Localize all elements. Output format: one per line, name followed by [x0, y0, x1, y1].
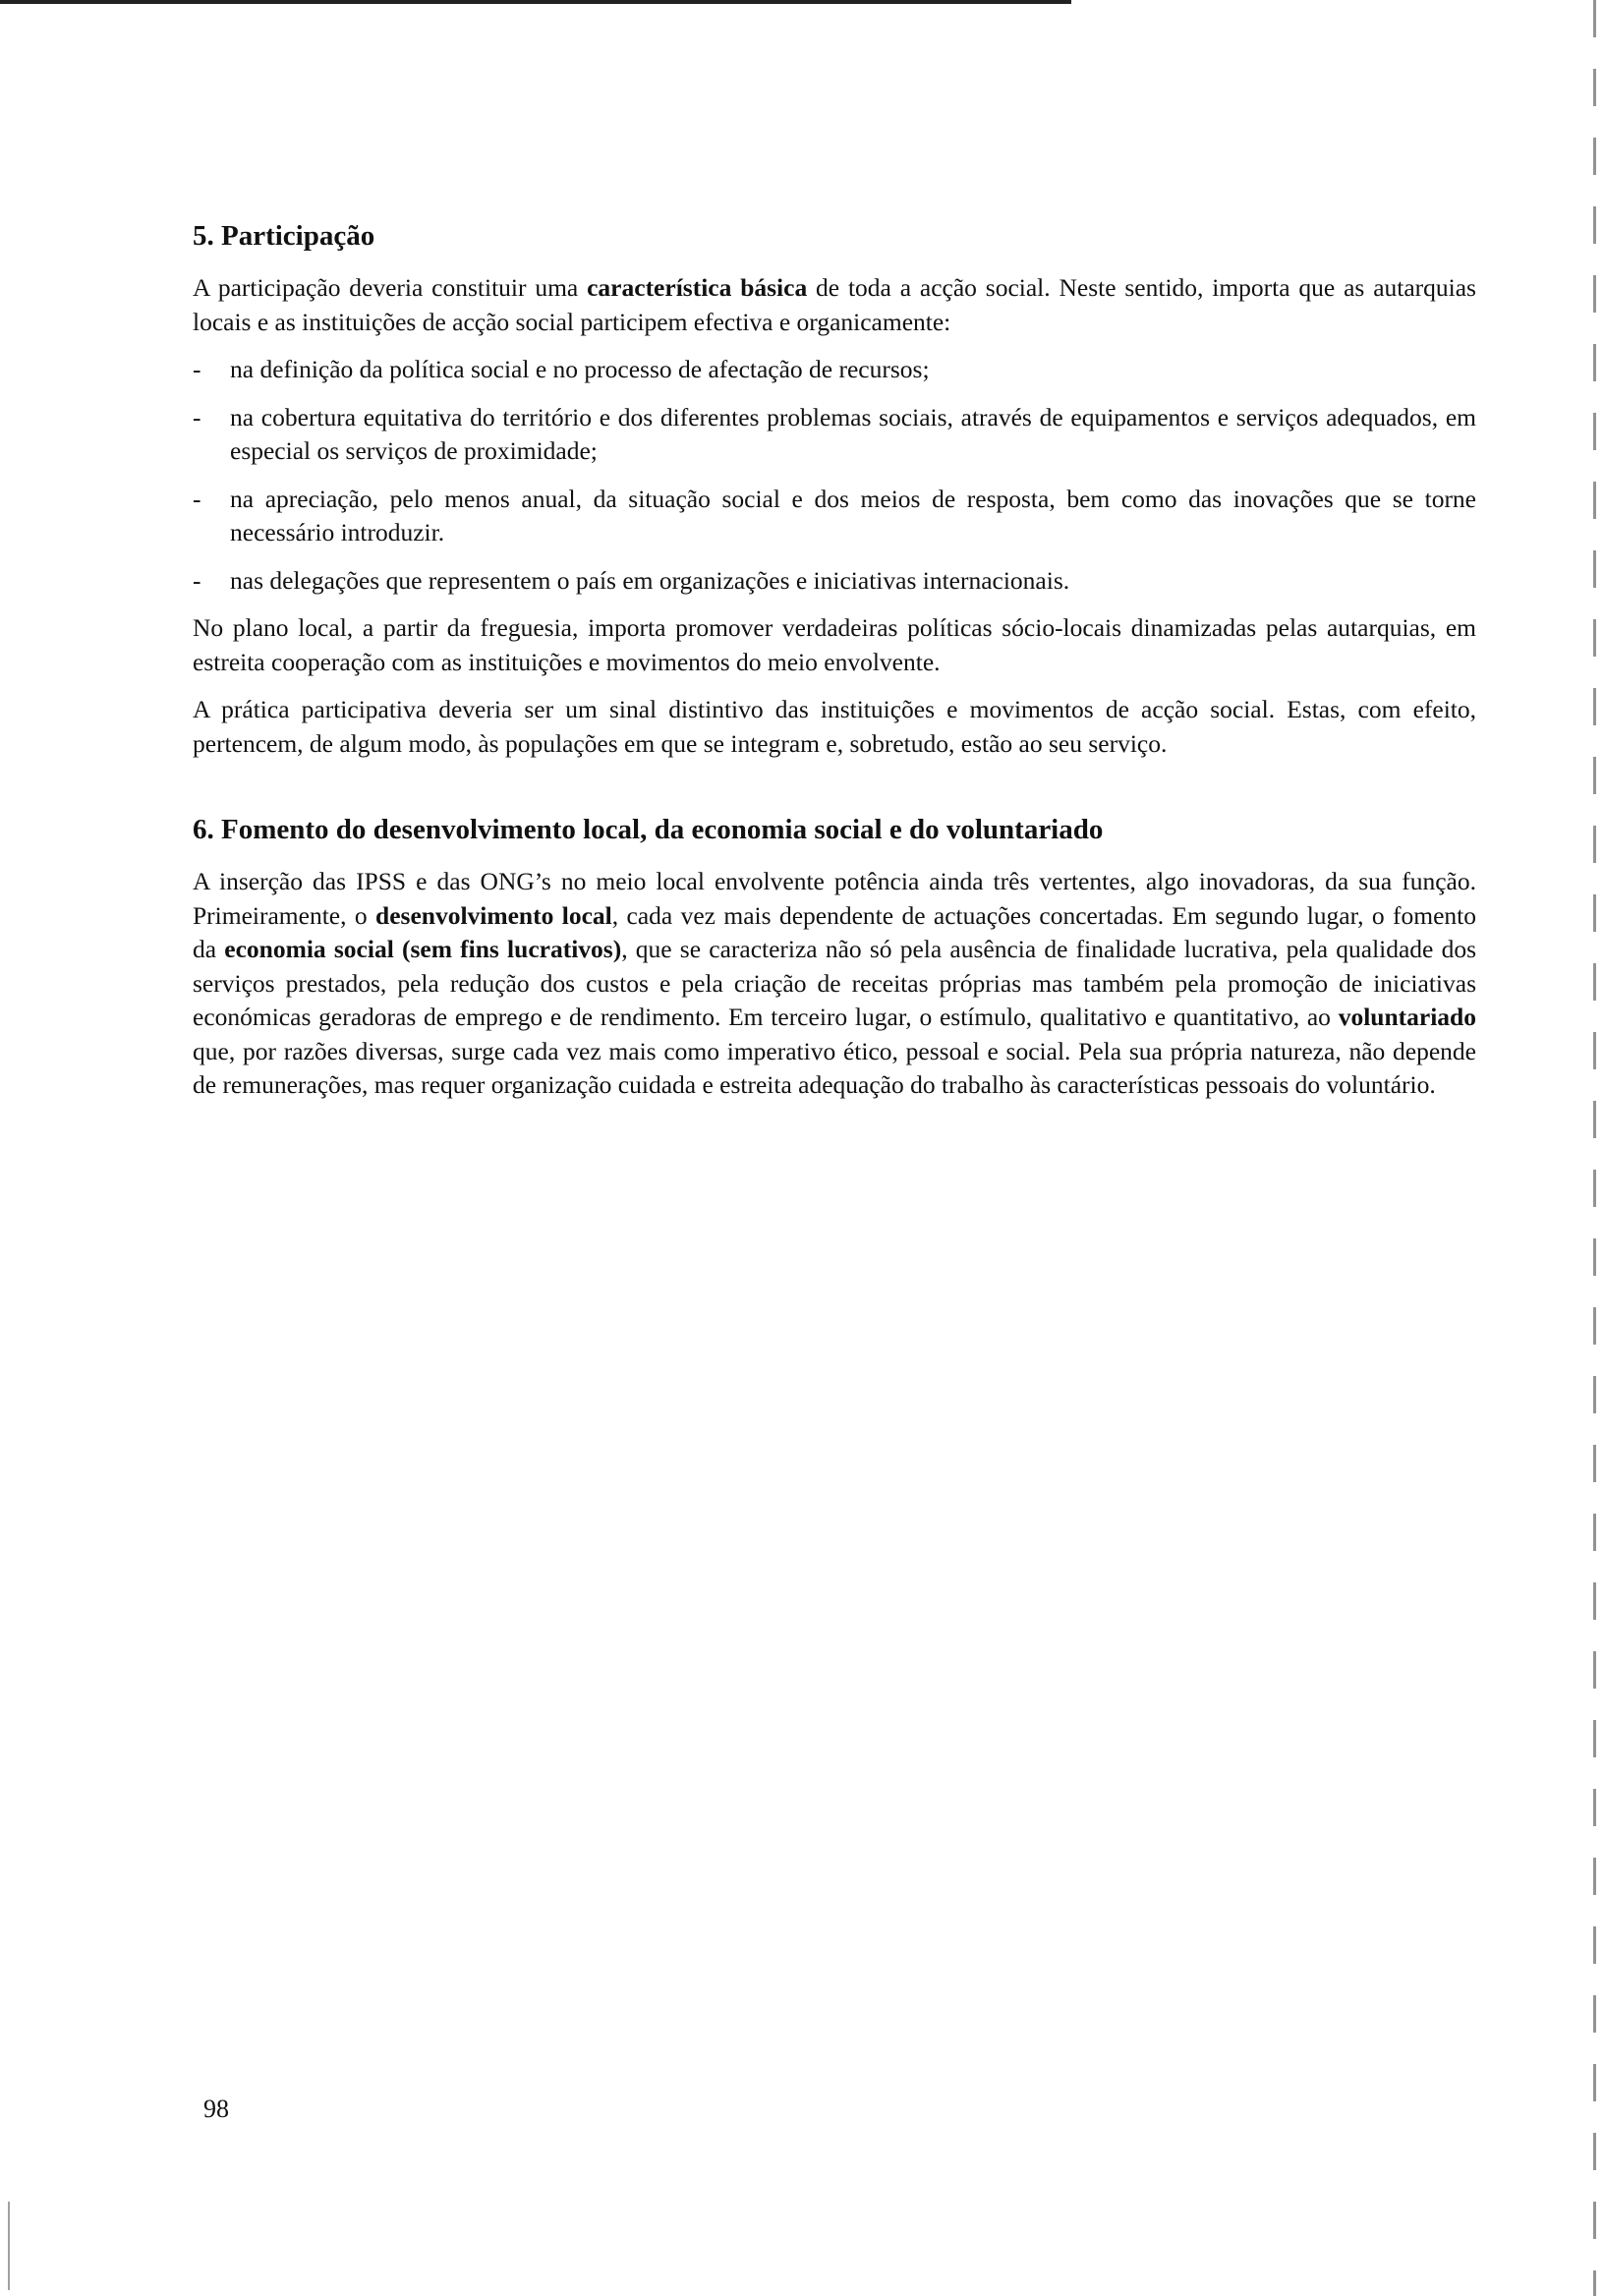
intro-text-start: A participação deveria constituir uma — [193, 273, 588, 302]
list-item — [193, 564, 1476, 599]
list-item — [193, 483, 1476, 550]
list-dash: - — [193, 355, 201, 383]
paragraph-text: que, por razões diversas, surge cada vez mais como imperativo ético, pessoal e social. Pela sua própria natureza, não depende de remunerações, mas requer organização cuidada e estreita adequação do trabalho às características pessoais do voluntário. — [193, 1036, 1476, 1099]
section-5-intro-paragraph — [193, 271, 1476, 339]
list-dash: - — [193, 484, 201, 513]
list-item-text: na cobertura equitativa do território e dos diferentes problemas sociais, através de equipamentos e serviços adequados, em especial os serviços de proximidade; — [230, 402, 1476, 465]
bold-term-voluntariado: voluntariado — [1338, 1003, 1476, 1031]
list-item-text: nas delegações que representem o país em organizações e iniciativas internacionais. — [230, 565, 1070, 595]
section-6-title: 6. Fomento do desenvolvimento local, da economia social e do voluntariado — [193, 814, 1104, 845]
list-item-text: na definição da política social e no processo de afectação de recursos; — [230, 355, 930, 383]
section-fomento — [193, 812, 1476, 1103]
list-dash: - — [193, 565, 201, 595]
section-5-paragraph-local-plan: No plano local, a partir da freguesia, importa promover verdadeiras políticas sócio-locais dinamizadas pelas autarquias, em estreita cooperação com as instituições e movimentos do meio envolvente. — [193, 613, 1476, 676]
section-5-title: 5. Participação — [193, 220, 375, 252]
scan-top-border — [0, 0, 1071, 4]
intro-text-end: de toda a acção social. Neste sentido, importa que as autarquias locais e as instituições de acção social participem efectiva e organicamente: — [193, 273, 1476, 336]
paragraph-text: A inserção das IPSS e das ONG’s no meio local envolvente potência ainda três vertentes, algo inovadoras, da sua função. Primeiramente, o — [193, 867, 1476, 930]
section-participacao — [193, 218, 1476, 761]
list-item — [193, 353, 1476, 387]
scan-right-edge — [1593, 0, 1596, 2296]
paragraph-text: , que se caracteriza não só pela ausência de finalidade lucrativa, pela qualidade dos serviços prestados, pela redução dos custos e pela criação de receitas próprias mas também pela promoção de iniciativas económicas geradoras de emprego e de rendimento. Em terceiro lugar, o estímulo, qualitativo e quantitativo, ao — [193, 935, 1477, 1031]
intro-bold-term: característica básica — [587, 273, 808, 302]
scan-left-mark — [8, 2202, 10, 2290]
list-item — [193, 401, 1476, 469]
paragraph-text: , cada vez mais dependente de actuações concertadas. Em segundo lugar, o fomento da — [193, 900, 1476, 963]
bold-term-economia-social: economia social (sem fins lucrativos) — [224, 935, 622, 963]
participation-list — [193, 353, 1476, 598]
section-5-paragraph-participative-practice: A prática participativa deveria ser um sinal distintivo das instituições e movimentos de acção social. Estas, com efeito, pertencem, de algum modo, às populações em que se integram e, sobretudo, estão ao seu serviço. — [193, 695, 1476, 758]
page-content — [193, 218, 1476, 1117]
page-number: 98 — [203, 2095, 229, 2123]
section-6-paragraph — [193, 865, 1476, 1103]
list-item-text: na apreciação, pelo menos anual, da situação social e dos meios de resposta, bem como das inovações que se torne necessário introduzir. — [230, 484, 1476, 546]
list-dash: - — [193, 402, 201, 431]
bold-term-desenvolvimento-local: desenvolvimento local — [375, 900, 612, 930]
